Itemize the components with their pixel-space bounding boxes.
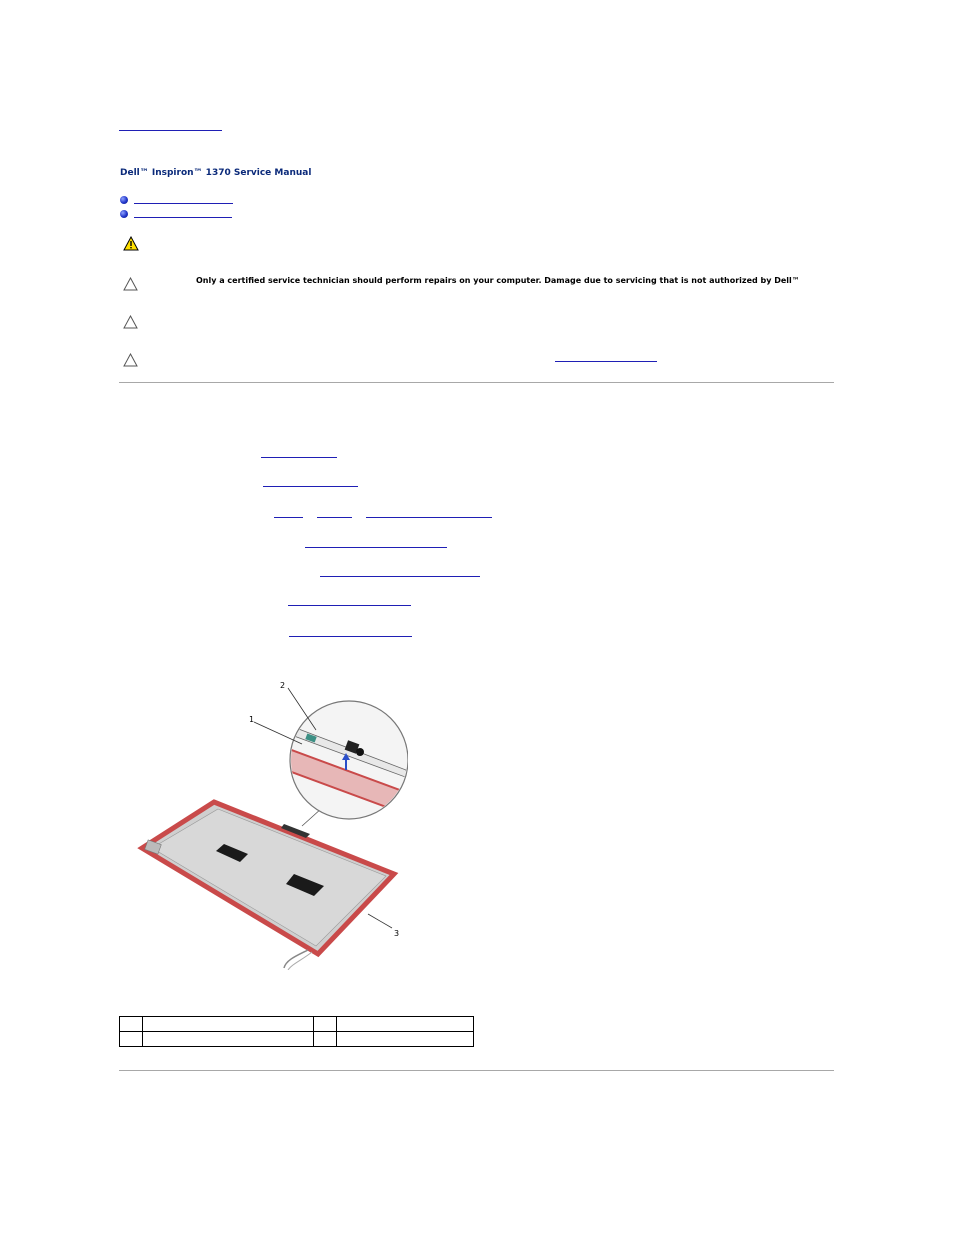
step-link[interactable] [274, 517, 303, 518]
step-link[interactable] [289, 636, 412, 637]
bullet-icon [120, 210, 128, 218]
step-link[interactable] [263, 486, 358, 487]
table-cell [120, 1032, 143, 1047]
step-link[interactable] [261, 457, 337, 458]
caution-link[interactable] [555, 361, 657, 362]
step-link[interactable] [305, 547, 447, 548]
table-cell [143, 1017, 314, 1032]
step-link[interactable] [288, 605, 411, 606]
callout-1: 1 [249, 715, 255, 724]
table-cell [120, 1017, 143, 1032]
caution-text: Only a certified service technician should perform repairs on your computer. Damage due to servicing that is not authorized by Dell™ [196, 276, 800, 285]
camera-module-figure [136, 678, 408, 970]
caution-icon [123, 277, 138, 291]
divider [119, 382, 834, 383]
bullet-icon [120, 196, 128, 204]
top-contents-link[interactable] [119, 130, 222, 131]
table-row [120, 1032, 474, 1047]
divider [119, 1070, 834, 1071]
page-title: Dell™ Inspiron™ 1370 Service Manual [120, 168, 312, 178]
step-link[interactable] [366, 517, 492, 518]
table-cell [337, 1017, 474, 1032]
warning-icon [123, 236, 139, 251]
callout-table [119, 1016, 474, 1047]
callout-3: 3 [394, 929, 400, 938]
table-cell [314, 1032, 337, 1047]
step-link[interactable] [320, 576, 480, 577]
caution-icon [123, 353, 138, 367]
table-cell [143, 1032, 314, 1047]
table-cell [314, 1017, 337, 1032]
section-link-replacing[interactable] [134, 217, 232, 218]
section-link-removing[interactable] [134, 203, 233, 204]
table-row [120, 1017, 474, 1032]
table-cell [337, 1032, 474, 1047]
caution-icon [123, 315, 138, 329]
callout-2: 2 [280, 681, 286, 690]
step-link[interactable] [317, 517, 352, 518]
